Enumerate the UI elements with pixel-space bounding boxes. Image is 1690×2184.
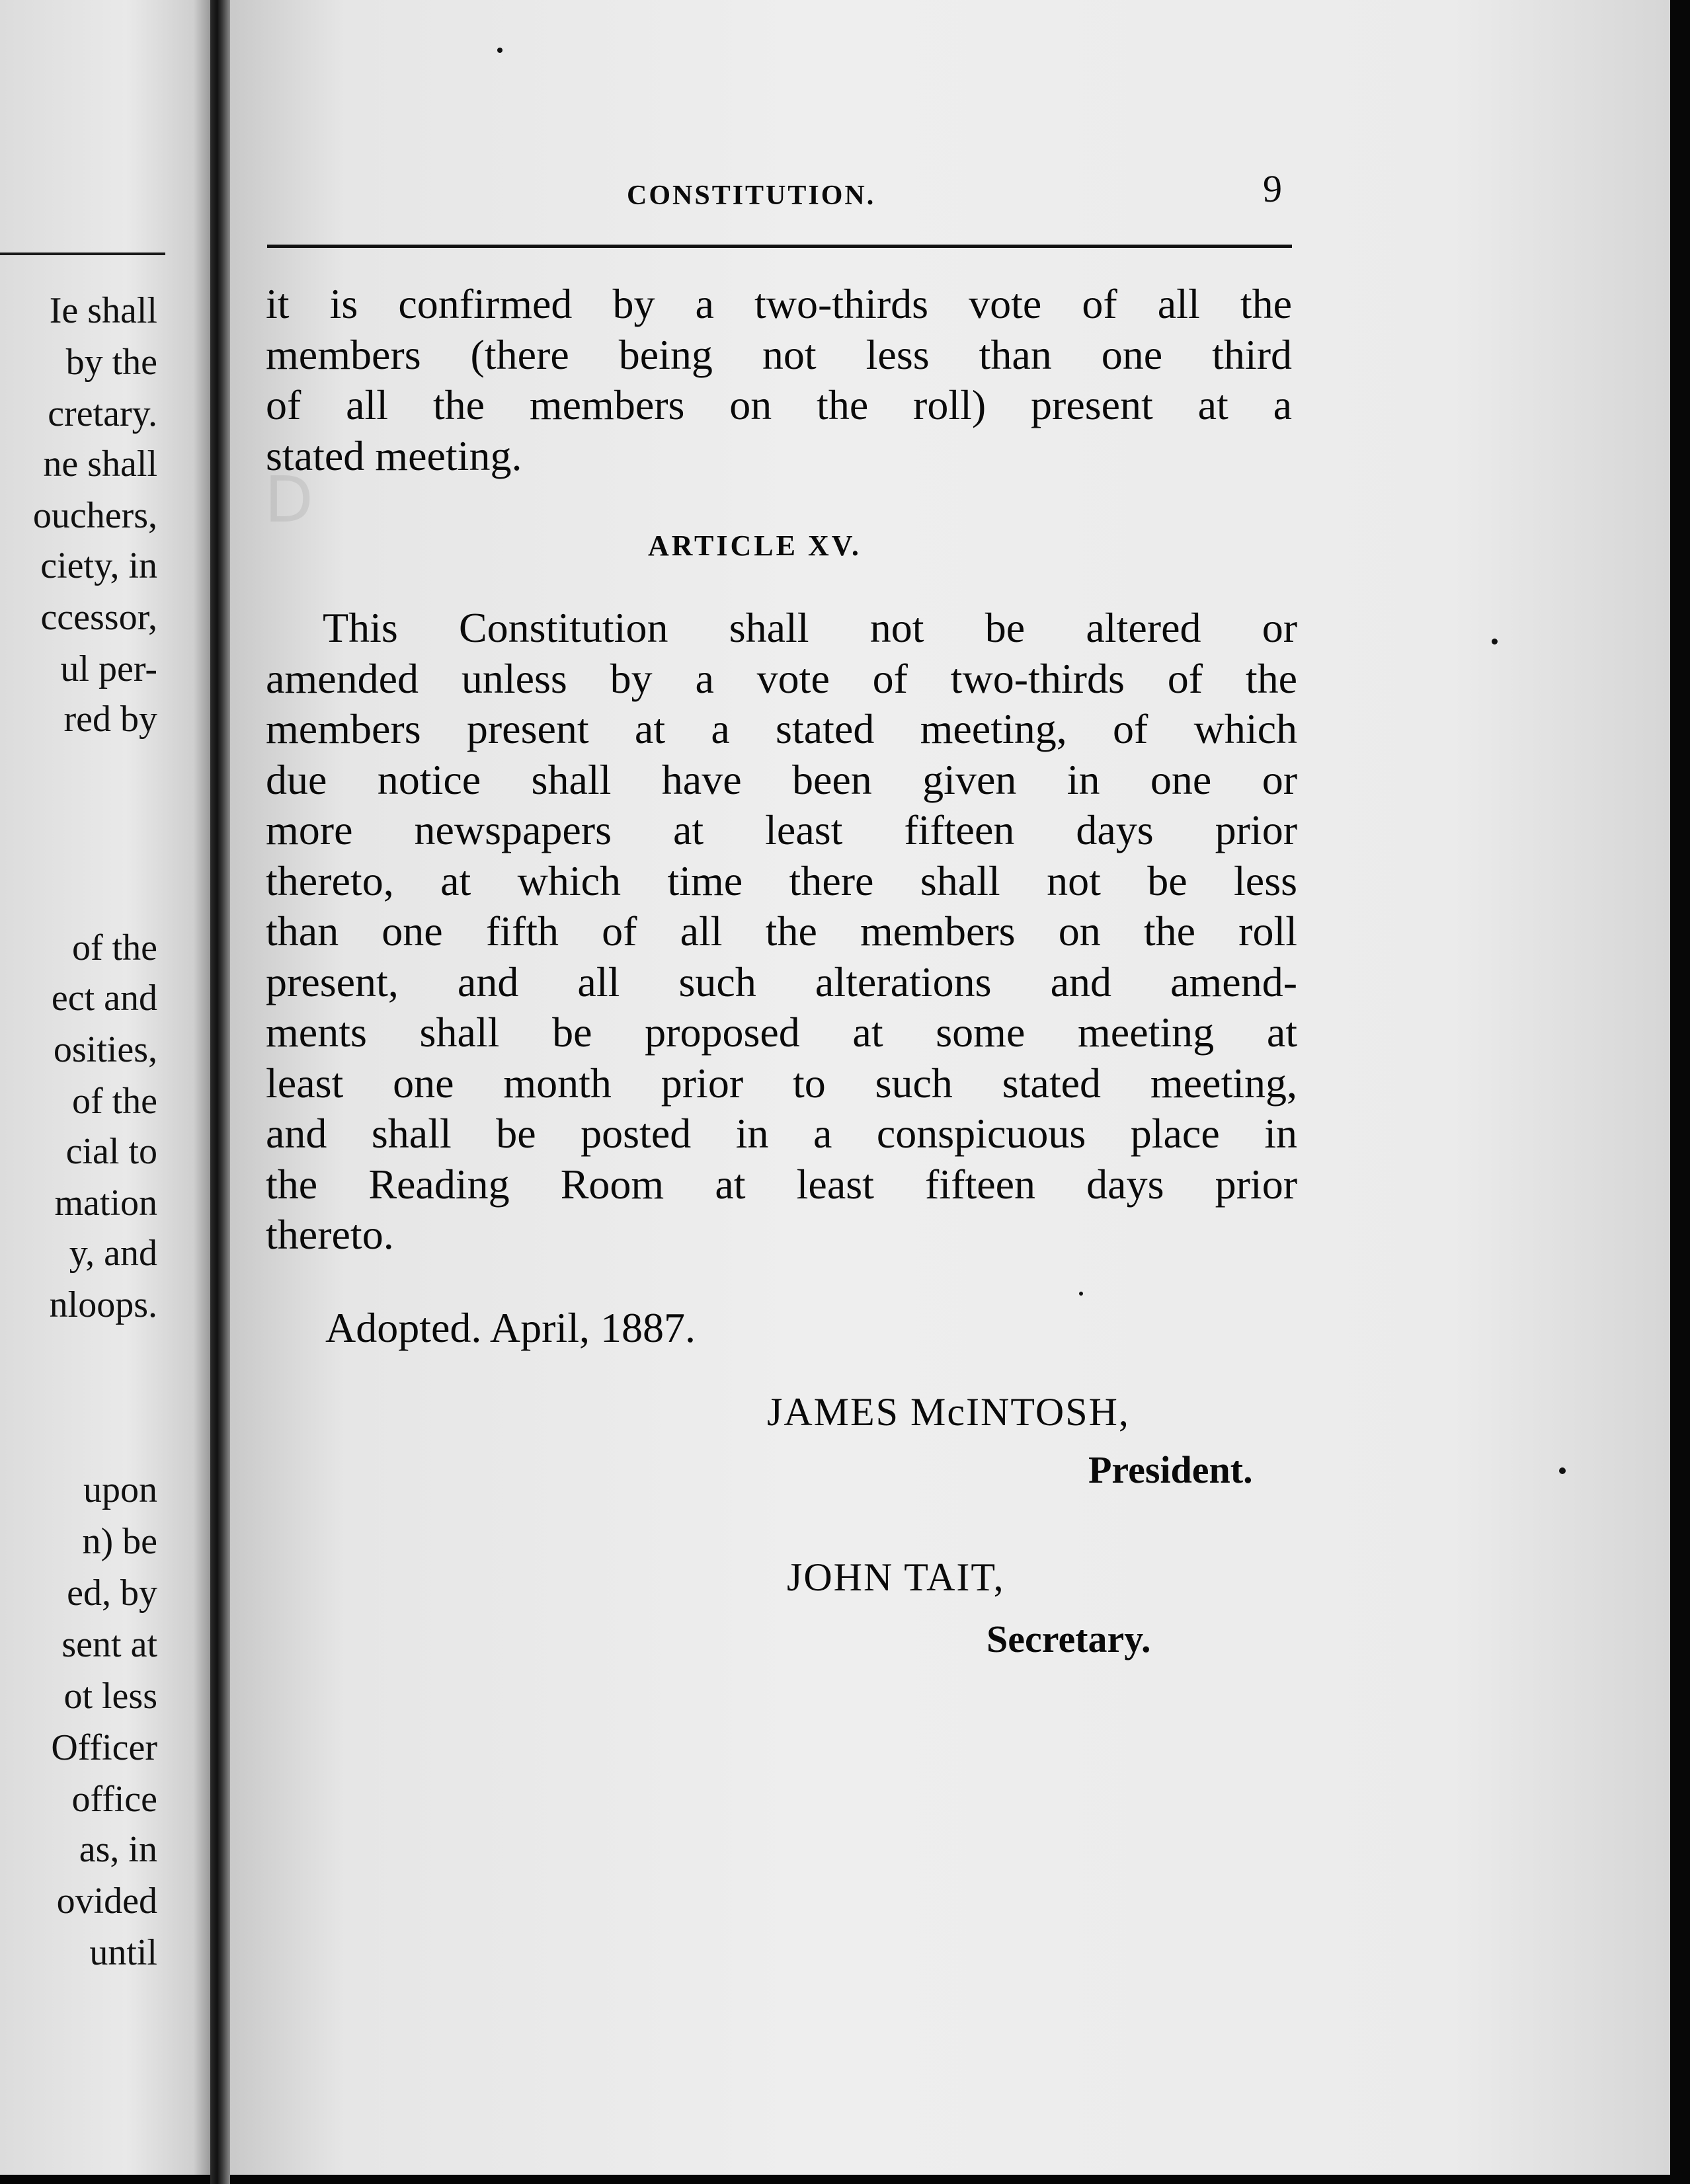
text-line: the Reading Room at least fifteen days prior bbox=[266, 1160, 1297, 1208]
text-line: thereto, at which time there shall not be less bbox=[266, 857, 1297, 904]
scan-speck bbox=[1559, 1467, 1566, 1474]
adoption-date: Adopted. April, 1887. bbox=[325, 1304, 696, 1351]
facing-page-line: mation bbox=[54, 1183, 157, 1224]
text-line: amended unless by a vote of two-thirds of the bbox=[266, 654, 1297, 702]
text-line: present, and all such alterations and amend- bbox=[266, 958, 1297, 1005]
facing-page-line: nloops. bbox=[49, 1284, 157, 1325]
facing-page-line: n) be bbox=[82, 1521, 157, 1562]
facing-page-line: until bbox=[89, 1932, 157, 1973]
scan-edge bbox=[1670, 0, 1690, 2184]
facing-page-line: Officer bbox=[51, 1727, 157, 1768]
facing-page-rule bbox=[0, 253, 165, 255]
facing-page-line: cial to bbox=[65, 1131, 157, 1172]
scan-speck bbox=[1079, 1292, 1083, 1296]
book-gutter bbox=[210, 0, 230, 2184]
facing-page-line: ouchers, bbox=[32, 495, 157, 536]
president-title: President. bbox=[1088, 1448, 1253, 1491]
facing-page-line: ccessor, bbox=[40, 597, 157, 638]
text-line: thereto. bbox=[266, 1211, 394, 1258]
text-line: members (there being not less than one third bbox=[266, 331, 1292, 378]
facing-page-line: ne shall bbox=[43, 444, 157, 485]
facing-page-line: cretary. bbox=[48, 393, 157, 434]
facing-page-line: sent at bbox=[61, 1624, 157, 1665]
text-line: ments shall be proposed at some meeting at bbox=[266, 1009, 1297, 1056]
show-through-texture: ꓷ bbox=[264, 465, 313, 535]
article-heading: ARTICLE XV. bbox=[648, 529, 862, 562]
facing-page-line: ul per- bbox=[60, 648, 157, 689]
text-line: members present at a stated meeting, of which bbox=[266, 705, 1297, 752]
scan-speck bbox=[497, 48, 503, 53]
secretary-title: Secretary. bbox=[986, 1618, 1151, 1660]
facing-page-line: as, in bbox=[79, 1829, 157, 1870]
article-paragraph bbox=[266, 603, 1297, 1261]
page-number: 9 bbox=[1263, 167, 1282, 210]
facing-page-line: upon bbox=[83, 1469, 157, 1510]
text-line: This Constitution shall not be altered or bbox=[323, 604, 1297, 651]
facing-page-line: by the bbox=[65, 342, 157, 383]
text-line: it is confirmed by a two-thirds vote of all the bbox=[266, 280, 1292, 327]
text-line: and shall be posted in a conspicuous place in bbox=[266, 1110, 1297, 1157]
facing-page-line: ed, by bbox=[67, 1573, 157, 1614]
text-line: least one month prior to such stated meeting, bbox=[266, 1059, 1297, 1107]
facing-page-line: office bbox=[71, 1779, 157, 1820]
text-line: more newspapers at least fifteen days prior bbox=[266, 806, 1297, 853]
scan-speck bbox=[1492, 639, 1498, 644]
facing-page-line: osities, bbox=[53, 1029, 157, 1070]
facing-page-line: of the bbox=[71, 927, 157, 968]
text-line: of all the members on the roll) present at a bbox=[266, 381, 1292, 428]
text-line: due notice shall have been given in one or bbox=[266, 756, 1297, 803]
header-rule bbox=[267, 245, 1292, 248]
secretary-name: JOHN TAIT, bbox=[787, 1555, 1005, 1599]
text-line: than one fifth of all the members on the roll bbox=[266, 908, 1297, 955]
facing-page-strip bbox=[0, 0, 210, 2175]
running-head: CONSTITUTION. bbox=[627, 180, 876, 211]
facing-page-line: ect and bbox=[51, 978, 157, 1019]
facing-page-line: ot less bbox=[63, 1676, 157, 1717]
facing-page-line: of the bbox=[71, 1081, 157, 1122]
text-line: stated meeting. bbox=[266, 432, 522, 479]
president-name: JAMES McINTOSH, bbox=[767, 1390, 1130, 1434]
facing-page-line: ovided bbox=[56, 1881, 157, 1922]
facing-page-line: Ie shall bbox=[49, 290, 157, 331]
paragraph-continuation bbox=[266, 279, 1292, 481]
facing-page-line: red by bbox=[63, 699, 157, 740]
facing-page-line: y, and bbox=[69, 1233, 157, 1274]
facing-page-line: ciety, in bbox=[40, 545, 157, 586]
